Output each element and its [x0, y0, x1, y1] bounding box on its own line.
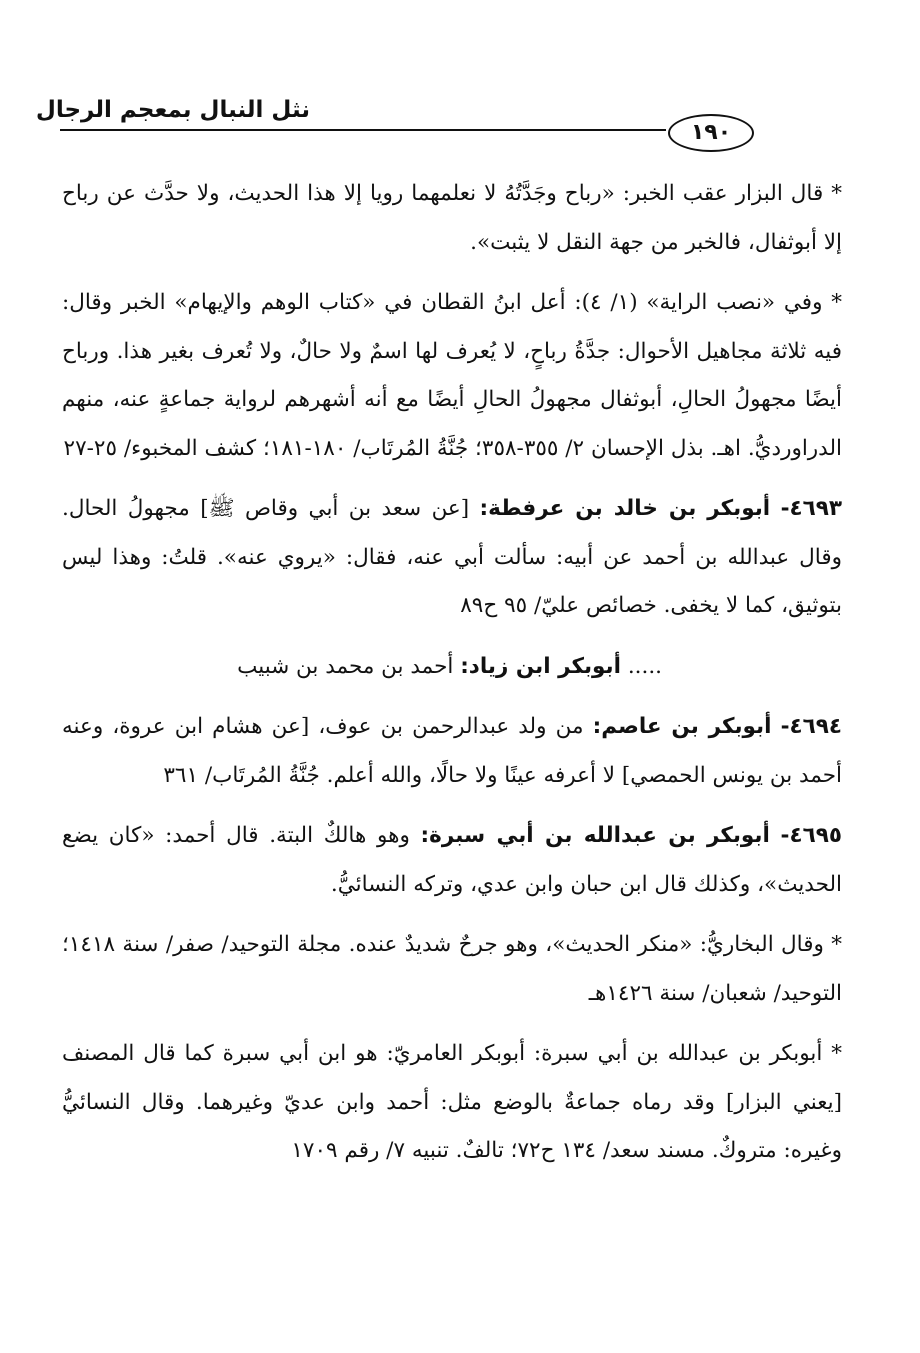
entry-name: أبوبكر بن عبدالله بن أبي سبرة:	[420, 823, 770, 848]
note-paragraph: * وفي «نصب الراية» (١/ ٤): أعل ابنُ القطان في «كتاب الوهم والإيهام» الخبر وقال: فيه ثلاثة مجاهيل الأحوال: جدَّةُ رباحٍ، لا يُعرف لها اسمٌ ولا حالٌ، ولا تُعرف بغير هذا. ورباح أيضًا مجهولُ الحالِ، أبوثفال مجهولُ الحالِ أيضًا مع أنه أشهرهم لرواية جماعةٍ عنه، منهم الدراورديُّ. اهـ. بذل الإحسان ٢/ ٣٥٥-٣٥٨؛ جُنَّةُ المُرتَاب/ ١٨٠-١٨١؛ كشف المخبوء/ ٢٥-٢٧	[62, 290, 842, 461]
cross-reference-name: أبوبكر ابن زياد:	[460, 653, 621, 679]
entry-number: ٤٦٩٤-	[780, 714, 842, 739]
cross-reference-text: أحمد بن محمد بن شبيب	[237, 653, 454, 679]
note-paragraph: * قال البزار عقب الخبر: «رباح وجَدَّتُهُ لا نعلمهما رويا إلا هذا الحديث، ولا حدَّث عن رباح إلا أبوثفال، فالخبر من جهة النقل لا يثبت».	[62, 181, 842, 255]
entry-number: ٤٦٩٣-	[780, 496, 842, 521]
entry-name: أبوبكر بن خالد بن عرفطة:	[479, 496, 771, 521]
cross-reference	[62, 643, 842, 692]
running-header-title: نثل النبال بمعجم الرجال	[35, 97, 310, 123]
entry-text: من ولد عبدالرحمن بن عوف، [عن هشام ابن عروة، وعنه أحمد بن يونس الحمصي] لا أعرفه عينًا ولا حالًا، والله أعلم. جُنَّةُ المُرتَاب/ ٣٦١	[62, 714, 842, 788]
entry-number: ٤٦٩٥-	[780, 823, 842, 848]
entry-4695	[62, 812, 842, 909]
header-rule	[60, 129, 666, 131]
page-number: ١٩٠	[668, 114, 754, 152]
entry-text: [عن سعد بن أبي وقاص ﷺ] مجهولُ الحال. وقال عبدالله بن أحمد عن أبيه: سألت أبي عنه، فقال: «يروي عنه». قلتُ: وهذا ليس بتوثيق، كما لا يخفى. خصائص عليّ/ ٩٥ ح٨٩	[62, 496, 842, 618]
entry-text: وهو هالكٌ البتة. قال أحمد: «كان يضع الحديث»، وكذلك قال ابن حبان وابن عدي، وتركه النسائيُّ.	[62, 823, 842, 897]
entry-4693	[62, 485, 842, 631]
entry-4694	[62, 703, 842, 800]
cross-reference-dots: .....	[627, 653, 662, 679]
page-body	[62, 170, 842, 1188]
entry-name: أبوبكر بن عاصم:	[592, 714, 772, 739]
note-paragraph: * أبوبكر بن عبدالله بن أبي سبرة: أبوبكر العامريّ: هو ابن أبي سبرة كما قال المصنف [يعني البزار] وقد رماه جماعةٌ بالوضع مثل: أحمد وابن عديّ وغيرهما. وقال النسائيُّ وغيره: متروكٌ. مسند سعد/ ١٣٤ ح٧٢؛ تالفٌ. تنبيه ٧/ رقم ١٧٠٩	[62, 1041, 842, 1163]
note-paragraph: * وقال البخاريُّ: «منكر الحديث»، وهو جرحٌ شديدٌ عنده. مجلة التوحيد/ صفر/ سنة ١٤١٨؛ التوحيد/ شعبان/ سنة ١٤٢٦هـ	[62, 932, 842, 1006]
